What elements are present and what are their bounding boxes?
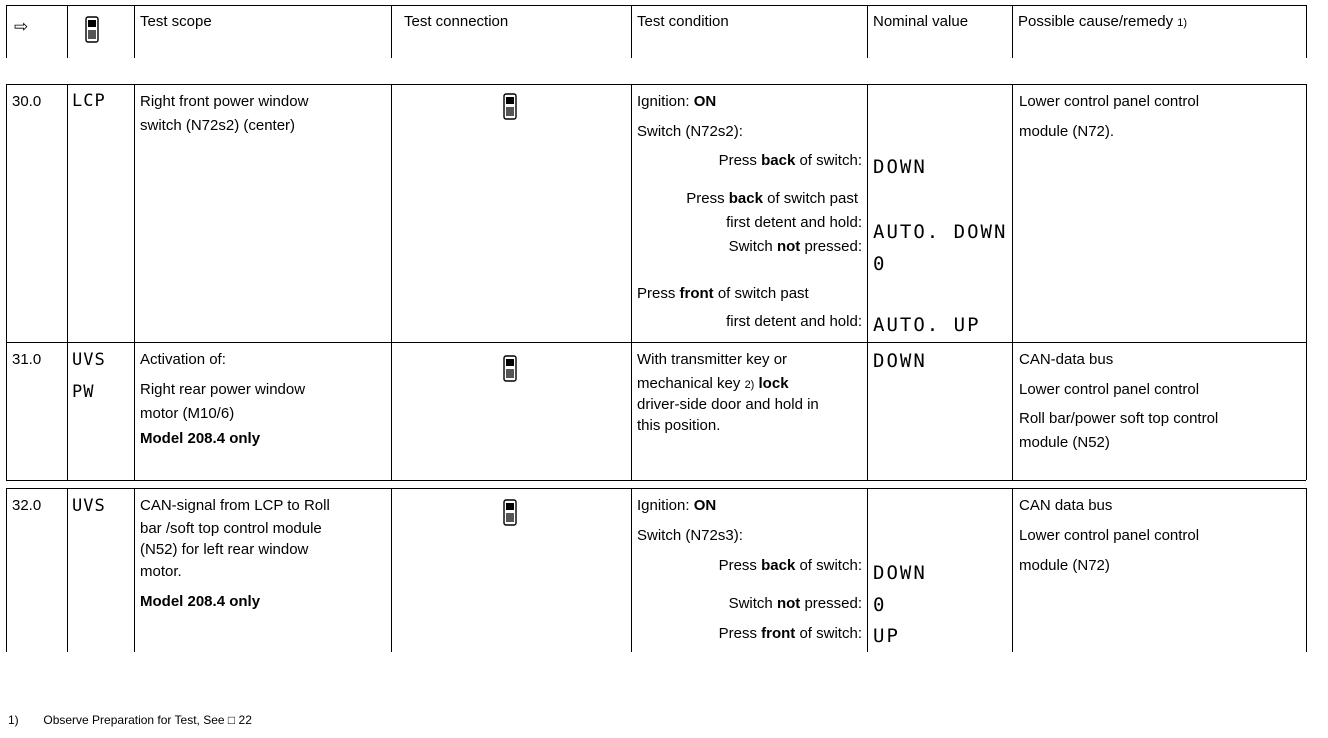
possible-cause-line: CAN data bus <box>1019 497 1113 514</box>
body-top-border <box>6 84 1306 85</box>
condition-ignition: Ignition: ON <box>637 497 717 514</box>
page-reference-icon: □ <box>227 713 236 727</box>
nominal-value: 0 <box>873 594 887 616</box>
condition-line: mechanical key 2) lock <box>637 375 789 392</box>
possible-cause-line: module (N72). <box>1019 123 1115 140</box>
nominal-value: DOWN <box>873 156 927 178</box>
nominal-value: DOWN <box>873 350 927 372</box>
test-scope-line: switch (N72s2) (center) <box>140 117 296 134</box>
hand-held-tester-icon <box>503 355 517 382</box>
model-note: Model 208.4 only <box>140 593 261 610</box>
module-code: UVS <box>72 496 106 516</box>
condition-line: this position. <box>637 417 721 434</box>
condition-press-front-past: Press front of switch past <box>637 285 809 302</box>
possible-cause-line: module (N52) <box>1019 434 1110 451</box>
model-note: Model 208.4 only <box>140 430 261 447</box>
test-scope-line: motor (M10/6) <box>140 405 235 422</box>
row-divider <box>6 342 1306 343</box>
module-code: PW <box>72 382 95 402</box>
row-number: 31.0 <box>12 351 42 368</box>
condition-switch: Switch (N72s3): <box>637 527 743 544</box>
nominal-value: DOWN <box>873 562 927 584</box>
condition-switch: Switch (N72s2): <box>637 123 743 140</box>
possible-cause-line: Roll bar/power soft top control <box>1019 410 1219 427</box>
hand-held-tester-icon <box>85 16 99 43</box>
condition-ignition: Ignition: ON <box>637 93 717 110</box>
page-reference-link[interactable]: 22 <box>238 713 252 727</box>
possible-cause-line: Lower control panel control <box>1019 527 1200 544</box>
test-scope-line: bar /soft top control module <box>140 520 322 537</box>
possible-cause-line: module (N72) <box>1019 557 1110 574</box>
nominal-value: AUTO. UP <box>873 314 981 336</box>
test-scope-line: Right rear power window <box>140 381 306 398</box>
module-code: UVS <box>72 350 106 370</box>
header-test-scope: Test scope <box>140 13 212 30</box>
condition-press-front: Press front of switch: <box>718 625 862 642</box>
hand-held-tester-icon <box>503 499 517 526</box>
condition-detent-hold: first detent and hold: <box>726 313 862 330</box>
footnote-marker: 1) <box>8 713 19 727</box>
condition-line: driver-side door and hold in <box>637 396 819 413</box>
condition-press-back: Press back of switch: <box>718 557 862 574</box>
test-scope-line: Right front power window <box>140 93 309 110</box>
condition-detent-hold: first detent and hold: <box>726 214 862 231</box>
header-possible-cause: Possible cause/remedy 1) <box>1018 13 1188 30</box>
nominal-value: UP <box>873 625 900 647</box>
nominal-value: AUTO. DOWN <box>873 221 1008 243</box>
row-divider <box>6 488 1306 489</box>
nominal-value: 0 <box>873 253 887 275</box>
header-top-border <box>6 5 1306 6</box>
condition-press-back: Press back of switch: <box>718 152 862 169</box>
test-scope-line: (N52) for left rear window <box>140 541 309 558</box>
possible-cause-line: CAN-data bus <box>1019 351 1114 368</box>
arrow-icon: ⇨ <box>14 17 29 36</box>
test-scope-line: motor. <box>140 563 182 580</box>
header-test-connection: Test connection <box>404 13 509 30</box>
condition-press-back-past: Press back of switch past <box>686 190 858 207</box>
possible-cause-line: Lower control panel control <box>1019 381 1200 398</box>
header-nominal-value: Nominal value <box>873 13 969 30</box>
footnote: 1) Observe Preparation for Test, See □ 22 <box>8 713 252 727</box>
condition-not-pressed: Switch not pressed: <box>728 238 862 255</box>
condition-not-pressed: Switch not pressed: <box>728 595 862 612</box>
row-number: 30.0 <box>12 93 42 110</box>
condition-line: With transmitter key or <box>637 351 788 368</box>
test-scope-line: CAN-signal from LCP to Roll <box>140 497 330 514</box>
hand-held-tester-icon <box>503 93 517 120</box>
header-test-condition: Test condition <box>637 13 729 30</box>
row-number: 32.0 <box>12 497 42 514</box>
test-scope-line: Activation of: <box>140 351 226 368</box>
possible-cause-line: Lower control panel control <box>1019 93 1200 110</box>
module-code: LCP <box>72 91 106 111</box>
